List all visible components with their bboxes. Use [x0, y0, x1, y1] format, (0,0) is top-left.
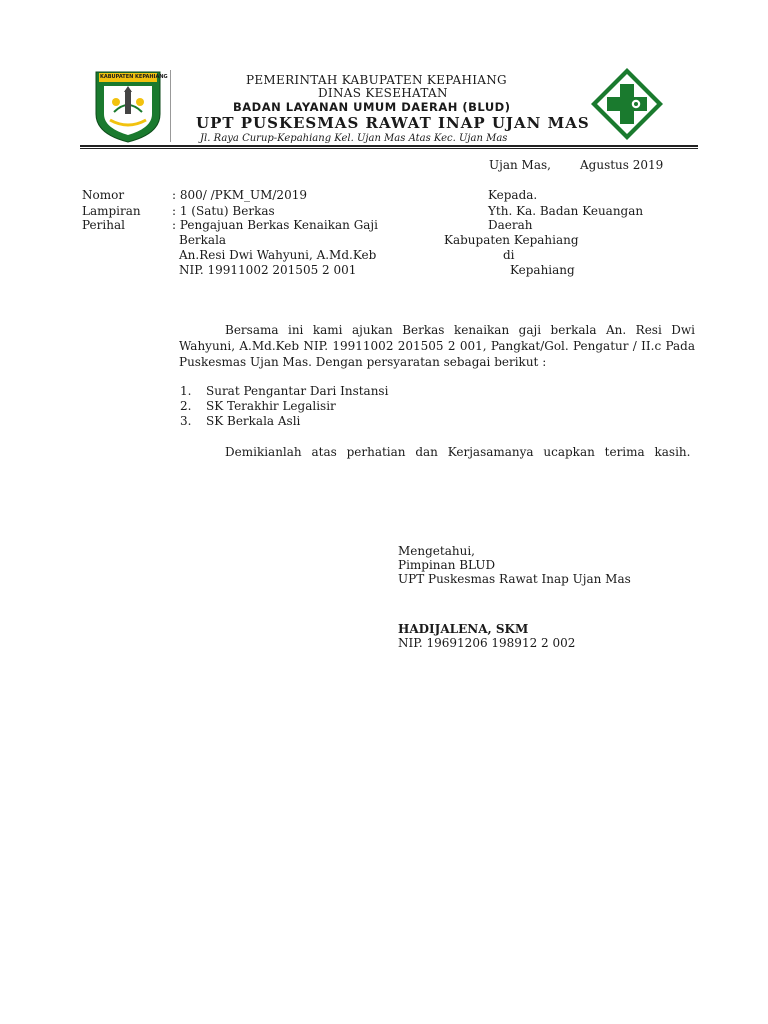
- lampiran-label: Lampiran: [82, 204, 141, 218]
- lampiran-value: : 1 (Satu) Berkas: [172, 204, 275, 218]
- signature-line3: UPT Puskesmas Rawat Inap Ujan Mas: [398, 572, 631, 586]
- list-item-2-text: SK Terakhir Legalisir: [206, 399, 336, 413]
- list-item-2-num: 2.: [180, 399, 192, 413]
- dept-name: DINAS KESEHATAN: [318, 86, 448, 100]
- perihal-label: Perihal: [82, 218, 125, 232]
- signature-line1: Mengetahui,: [398, 544, 475, 558]
- list-item-1-text: Surat Pengantar Dari Instansi: [206, 384, 389, 398]
- unit-name: UPT PUSKESMAS RAWAT INAP UJAN MAS: [196, 114, 590, 132]
- perihal-line1: : Pengajuan Berkas Kenaikan Gaji: [172, 218, 378, 232]
- signatory-nip: NIP. 19691206 198912 2 002: [398, 636, 576, 650]
- recipient-di: di: [503, 248, 515, 262]
- logo-divider: [170, 70, 171, 142]
- nomor-label: Nomor: [82, 188, 125, 202]
- signature-line2: Pimpinan BLUD: [398, 558, 496, 572]
- gov-name: PEMERINTAH KABUPATEN KEPAHIANG: [246, 73, 507, 87]
- recipient-line2: Daerah: [488, 218, 533, 232]
- recipient-line1: Yth. Ka. Badan Keuangan: [488, 204, 644, 218]
- list-item-3-num: 3.: [180, 414, 192, 428]
- logo-caption: KABUPATEN KEPAHIANG: [100, 74, 168, 80]
- recipient-line3: Kabupaten Kepahiang: [444, 233, 579, 247]
- body-paragraph: Bersama ini kami ajukan Berkas kenaikan gaji berkala An. Resi Dwi Wahyuni, A.Md.Keb NIP. 19911002 201505 2 001, Pangkat/Gol. Pengatur / II.c Pada Puskesmas Ujan Mas. Dengan persyaratan sebagai berikut :: [179, 323, 695, 369]
- header-rule-thick: [80, 145, 698, 147]
- closing-paragraph: Demikianlah atas perhatian dan Kerjasamanya ucapkan terima kasih.: [225, 445, 691, 459]
- perihal-line2: Berkala: [179, 233, 227, 247]
- list-item-1-num: 1.: [180, 384, 192, 398]
- blud-name: BADAN LAYANAN UMUM DAERAH (BLUD): [233, 100, 511, 114]
- signatory-name: HADIJALENA, SKM: [398, 622, 529, 636]
- list-item-3-text: SK Berkala Asli: [206, 414, 301, 428]
- recipient-city: Kepahiang: [510, 263, 575, 277]
- puskesmas-logo: [588, 66, 666, 142]
- recipient-kepada: Kepada.: [488, 188, 538, 202]
- header-rule-thin: [80, 148, 698, 149]
- date-place: Ujan Mas,: [489, 158, 551, 172]
- kabupaten-logo: [92, 68, 168, 144]
- address: Jl. Raya Curup-Kepahiang Kel. Ujan Mas Atas Kec. Ujan Mas: [200, 133, 508, 144]
- date-month-year: Agustus 2019: [580, 158, 664, 172]
- perihal-line4: NIP. 19911002 201505 2 001: [179, 263, 357, 277]
- nomor-value: : 800/ /PKM_UM/2019: [172, 188, 307, 202]
- perihal-line3: An.Resi Dwi Wahyuni, A.Md.Keb: [179, 248, 377, 262]
